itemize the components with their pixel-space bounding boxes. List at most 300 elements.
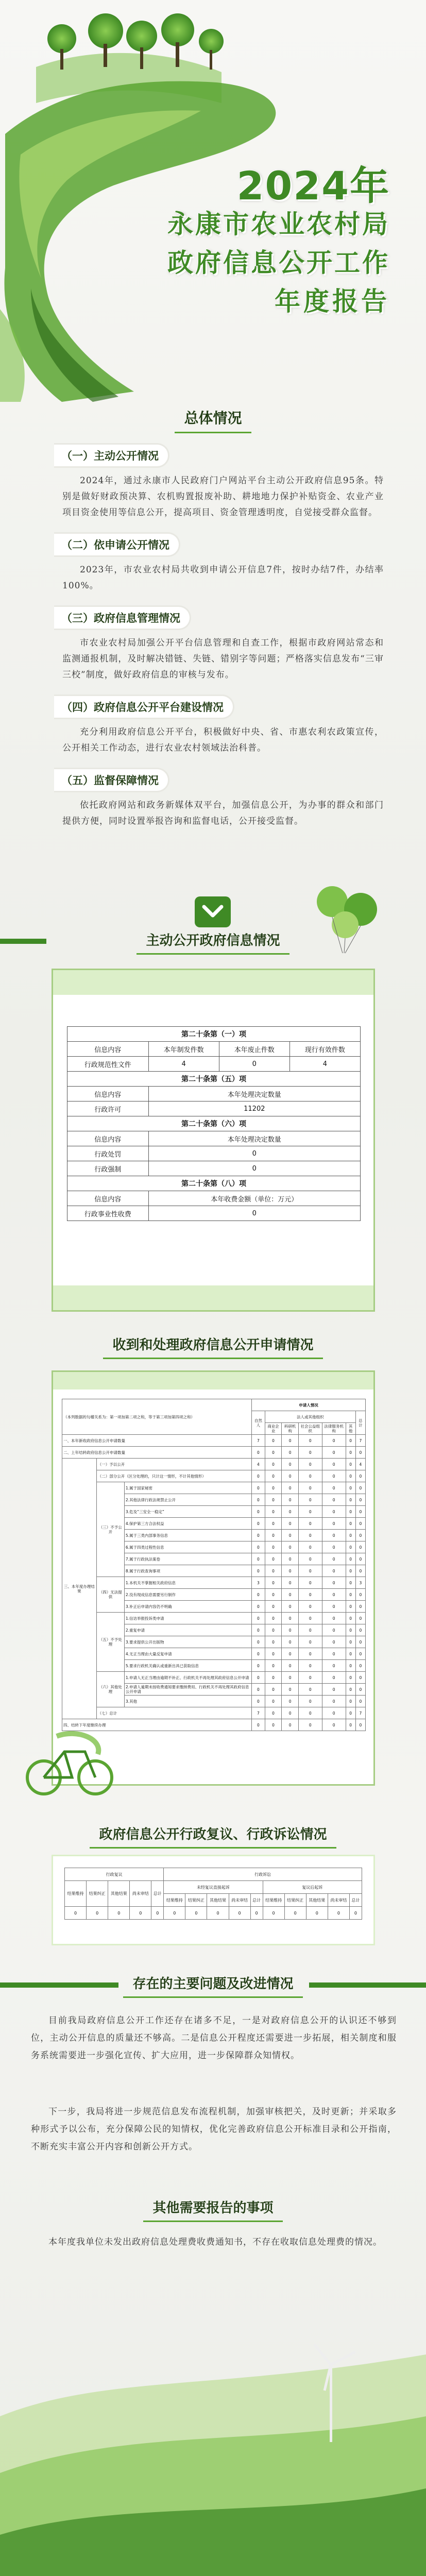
table-cell: 0	[251, 1541, 265, 1553]
table-cell: 0	[346, 1565, 355, 1577]
table-cell: 0	[251, 1601, 265, 1613]
table-cell: 0	[282, 1589, 299, 1601]
table-cell: 0	[346, 1648, 355, 1660]
table-cell: 0	[298, 1553, 322, 1565]
table-cell: 0	[148, 1161, 360, 1176]
table-cell: 0	[298, 1459, 322, 1470]
table-cell: 0	[251, 1530, 265, 1541]
table-cell: 0	[185, 1907, 207, 1920]
table-cell: 0	[346, 1541, 355, 1553]
table-cell: 0	[322, 1660, 346, 1672]
table-row	[62, 1482, 366, 1494]
table-row-label: 3.其他	[124, 1696, 251, 1707]
table-cell: 0	[265, 1565, 282, 1577]
active-title: 主动公开政府信息情况	[0, 930, 426, 955]
table-cell: 0	[322, 1506, 346, 1518]
table-row-label: 6.属于四类过程性信息	[124, 1541, 251, 1553]
table-col-header: 结果纠正	[284, 1894, 306, 1907]
table-cell: 0	[282, 1459, 299, 1470]
table-cell: 0	[265, 1530, 282, 1541]
table-row-label: 5.要求行政机关确认或重新出具已获取信息	[124, 1660, 251, 1672]
table-cell: 0	[322, 1648, 346, 1660]
table-cell: 0	[251, 1506, 265, 1518]
card-header-stripe	[53, 970, 373, 995]
table-cell: 0	[265, 1459, 282, 1470]
table-cell: 0	[229, 1907, 250, 1920]
overview-item-body: 依托政府网站和政务新媒体双平台，加强信息公开，为办事的群众和部门提供方便，同时设置举报咨询和监督电话，公开接受监督。	[62, 800, 384, 826]
problems-title: 存在的主要问题及改进情况	[0, 1973, 426, 1998]
chevron-down-icon	[195, 896, 231, 927]
table-cell: 0	[282, 1530, 299, 1541]
table-cell: 0	[251, 1636, 265, 1648]
table-row	[62, 1672, 366, 1684]
table-cell: 0	[282, 1672, 299, 1684]
table-col-header: 本年收费金额（单位：万元）	[148, 1191, 360, 1206]
table-cell: 0	[251, 1613, 265, 1624]
table-col-header: 科研机构	[282, 1423, 299, 1435]
table-cell: 0	[265, 1601, 282, 1613]
table-cell: 0	[322, 1577, 346, 1589]
table-cell: 0	[298, 1707, 322, 1719]
table-cell: 行政处罚	[67, 1146, 149, 1161]
table-row-label: 1.信访举报投诉类申请	[124, 1613, 251, 1624]
table-cell: 0	[355, 1518, 365, 1530]
table-cell: 0	[298, 1648, 322, 1660]
table-cell: 0	[282, 1707, 299, 1719]
table-col-header: 结果纠正	[87, 1881, 108, 1907]
table-cell: 0	[282, 1541, 299, 1553]
hero-year: 2024年	[236, 163, 390, 209]
table-cell: 0	[346, 1672, 355, 1684]
table-cell: 0	[322, 1636, 346, 1648]
table-cell: 0	[265, 1696, 282, 1707]
table-col-header: 信息内容	[67, 1042, 149, 1057]
table-cell: 0	[130, 1907, 151, 1920]
table-row-group-label: （三）不予公开	[96, 1482, 124, 1577]
table-cell: 0	[346, 1506, 355, 1518]
table-cell: 4	[289, 1057, 360, 1072]
table-col-header: 其他结果	[306, 1894, 328, 1907]
table-cell: 0	[298, 1684, 322, 1696]
table-cell: 0	[355, 1494, 365, 1506]
hero-title-line1: 永康市农业农村局	[167, 209, 390, 239]
table-row-label: 4.无正当理由大量反复申请	[124, 1648, 251, 1660]
table-col-header: 行政诉讼	[164, 1868, 362, 1881]
table-heading: 第二十条第（八）项	[67, 1176, 361, 1191]
table-cell: 0	[282, 1518, 299, 1530]
table-cell: 0	[355, 1684, 365, 1696]
table-cell: 0	[251, 1494, 265, 1506]
table-row-label: 7.属于行政执法案卷	[124, 1553, 251, 1565]
table-cell: 0	[346, 1696, 355, 1707]
table-cell: 0	[282, 1719, 299, 1731]
table-col-header: 其他结果	[108, 1881, 130, 1907]
table-cell: 0	[148, 1146, 360, 1161]
table-row	[62, 1447, 366, 1459]
overview-item	[54, 532, 384, 594]
table-cell: 0	[265, 1624, 282, 1636]
table-col-header: 结果纠正	[185, 1894, 207, 1907]
table-col-header: 法律服务机构	[322, 1423, 346, 1435]
table-cell: 0	[346, 1470, 355, 1482]
table-cell: 0	[355, 1660, 365, 1672]
card-header-stripe	[53, 1372, 373, 1389]
table-cell: 0	[251, 1660, 265, 1672]
table-row-label: 1.申请人无正当理由逾期不补正、行政机关不再处理其政府信息公开申请	[124, 1672, 251, 1684]
table-cell: 0	[346, 1577, 355, 1589]
table-cell: 0	[298, 1636, 322, 1648]
table-row-label: 3.补正后申请内容仍不明确	[124, 1601, 251, 1613]
overview-item	[54, 605, 384, 683]
active-table	[67, 1026, 361, 1221]
table-cell: 0	[346, 1636, 355, 1648]
table-heading: 第二十条第（五）项	[67, 1072, 361, 1087]
table-row-label: 5.属于三类内部事务信息	[124, 1530, 251, 1541]
table-row-label: 3.要求提供公开出版物	[124, 1636, 251, 1648]
table-col-header: 复议后起诉	[263, 1881, 362, 1894]
table-col-header: 结果维持	[65, 1881, 87, 1907]
table-cell: 0	[355, 1672, 365, 1684]
table-cell: 0	[265, 1577, 282, 1589]
table-cell: 0	[265, 1553, 282, 1565]
table-col-header: 社会公益组织	[298, 1423, 322, 1435]
table-cell: 0	[322, 1435, 346, 1447]
table-cell: 0	[251, 1672, 265, 1684]
table-col-header: 总计	[355, 1411, 365, 1435]
table-cell: 0	[322, 1470, 346, 1482]
table-cell: 0	[355, 1506, 365, 1518]
table-cell: 0	[282, 1447, 299, 1459]
overview-item-body: 充分利用政府信息公开平台，积极做好中央、省、市惠农利农政策宣传，公开相关工作动态，进行农业农村领域法治科普。	[62, 727, 384, 753]
table-row	[62, 1707, 366, 1719]
table-cell: 0	[355, 1470, 365, 1482]
table-corner-note: （本列数据的勾稽关系为：第一项加第二项之和，等于第三项加第四项之和）	[62, 1399, 252, 1435]
overview-item-heading: （三）政府信息管理情况	[54, 605, 191, 630]
table-col-header: 其他结果	[207, 1894, 229, 1907]
table-cell: 11202	[148, 1101, 360, 1116]
table-cell: 0	[265, 1494, 282, 1506]
overview-title: 总体情况	[0, 407, 426, 433]
table-row-group-label: 三、本年度办理结果	[62, 1459, 97, 1719]
table-cell: 0	[282, 1624, 299, 1636]
table-cell: 0	[322, 1530, 346, 1541]
table-cell: 0	[282, 1565, 299, 1577]
table-cell: 0	[322, 1696, 346, 1707]
table-row-label: （二）部分公开（区分处理的，只计这一情形，不计其他情形）	[96, 1470, 251, 1482]
section-divider	[195, 896, 231, 927]
table-cell: 0	[322, 1565, 346, 1577]
table-col-header: 信息内容	[67, 1191, 149, 1206]
table-cell: 0	[355, 1601, 365, 1613]
table-cell: 0	[355, 1589, 365, 1601]
table-cell: 0	[282, 1506, 299, 1518]
requests-table-body	[62, 1435, 366, 1731]
table-cell: 0	[322, 1459, 346, 1470]
table-cell: 0	[298, 1613, 322, 1624]
table-cell: 0	[282, 1482, 299, 1494]
table-row	[62, 1719, 366, 1731]
table-cell: 0	[251, 1696, 265, 1707]
table-cell: 0	[346, 1553, 355, 1565]
table-cell: 0	[322, 1601, 346, 1613]
table-cell: 0	[349, 1907, 362, 1920]
overview-item-heading: （二）依申请公开情况	[54, 532, 180, 557]
table-row-label: 四、结转下年度继续办理	[62, 1719, 252, 1731]
table-cell: 0	[322, 1707, 346, 1719]
table-cell: 0	[251, 1565, 265, 1577]
overview-item-body: 2024年，通过永康市人民政府门户网站平台主动公开政府信息95条。特别是做好财政预决算、农机购置报废补助、耕地地力保护补贴资金、农业产业项目资金使用等信息公开，提高项目、资金管理透明度，自觉接受群众监督。	[62, 476, 384, 518]
requests-table	[62, 1399, 366, 1731]
table-row	[62, 1613, 366, 1624]
table-cell: 0	[322, 1719, 346, 1731]
table-cell: 0	[322, 1541, 346, 1553]
hero-title-line3: 年度报告	[275, 286, 390, 316]
table-cell: 0	[251, 1518, 265, 1530]
table-row	[62, 1459, 366, 1470]
table-col-header: 尚未审结	[229, 1894, 250, 1907]
table-cell: 0	[282, 1601, 299, 1613]
table-cell: 0	[298, 1447, 322, 1459]
requests-title: 收到和处理政府信息公开申请情况	[0, 1334, 426, 1359]
table-cell: 行政强制	[67, 1161, 149, 1176]
table-col-header: 本年处理决定数量	[148, 1131, 360, 1146]
table-cell: 0	[355, 1613, 365, 1624]
table-row-label: 3.危及“三安全一稳定”	[124, 1506, 251, 1518]
table-cell: 0	[265, 1447, 282, 1459]
table-row	[62, 1435, 366, 1447]
table-row	[62, 1470, 366, 1482]
table-cell: 0	[164, 1907, 185, 1920]
overview-item-body: 市农业农村局加强公开平台信息管理和自查工作，根据市政府网站常态和监测通报机制，及时解决错链、失链、错别字等问题；严格落实信息发布“三审三校”制度，做好政府信息的审核与发布。	[62, 638, 384, 680]
table-row-label: 1.本机关不掌握相关政府信息	[124, 1577, 251, 1589]
review-table	[64, 1868, 362, 1920]
table-cell: 0	[282, 1435, 299, 1447]
table-cell: 7	[251, 1707, 265, 1719]
table-cell: 0	[355, 1624, 365, 1636]
table-cell: 0	[355, 1447, 365, 1459]
table-cell: 0	[322, 1684, 346, 1696]
table-cell: 0	[251, 1589, 265, 1601]
table-row-label: 一、本年新收政府信息公开申请数量	[62, 1435, 252, 1447]
table-row-label: 二、上年结转政府信息公开申请数量	[62, 1447, 252, 1459]
table-cell: 0	[355, 1541, 365, 1553]
table-cell: 0	[346, 1707, 355, 1719]
table-cell: 0	[346, 1719, 355, 1731]
table-row-label: 2.重复申请	[124, 1624, 251, 1636]
table-cell: 4	[148, 1057, 219, 1072]
table-cell: 0	[265, 1541, 282, 1553]
table-cell: 0	[265, 1719, 282, 1731]
table-heading: 第二十条第（一）项	[67, 1027, 361, 1042]
table-cell: 0	[298, 1672, 322, 1684]
table-cell: 4	[251, 1459, 265, 1470]
table-col-header: 自然人	[251, 1411, 265, 1435]
table-cell: 0	[282, 1684, 299, 1696]
table-cell: 0	[251, 1624, 265, 1636]
table-cell: 0	[282, 1660, 299, 1672]
table-cell: 0	[298, 1696, 322, 1707]
table-cell: 0	[322, 1482, 346, 1494]
table-cell: 0	[346, 1589, 355, 1601]
table-cell: 0	[87, 1907, 108, 1920]
table-cell: 0	[251, 1648, 265, 1660]
overview-item-heading: （五）监督保障情况	[54, 768, 169, 792]
table-cell: 0	[322, 1447, 346, 1459]
table-cell: 0	[322, 1494, 346, 1506]
table-col-header: 商业企业	[265, 1423, 282, 1435]
table-cell: 0	[298, 1494, 322, 1506]
table-cell: 0	[355, 1530, 365, 1541]
table-col-header: 其他	[346, 1423, 355, 1435]
table-cell: 0	[322, 1553, 346, 1565]
table-col-header: 结果维持	[164, 1894, 185, 1907]
table-cell: 0	[346, 1684, 355, 1696]
table-cell: 0	[282, 1613, 299, 1624]
table-cell: 0	[322, 1672, 346, 1684]
problems-paragraph-2: 下一步，我局将进一步规范信息发布流程机制，加强审核把关，及时更新；并采取多种形式予以公布，充分保障公民的知情权，优化完善政府信息公开标准目录和公开指南，不断充实丰富公开内容和创新公开方式。	[31, 2107, 397, 2152]
overview-item-body: 2023年，市农业农村局共收到申请公开信息7件，按时办结7件，办结率100%。	[62, 565, 384, 591]
table-col-header: 结果维持	[263, 1894, 284, 1907]
overview-item	[54, 443, 384, 521]
table-cell: 0	[251, 1553, 265, 1565]
table-cell: 0	[346, 1613, 355, 1624]
title-accent-bar	[0, 1982, 118, 1988]
table-cell: 3	[251, 1577, 265, 1589]
table-col-header: 法人或其他组织	[265, 1411, 355, 1423]
table-cell: 0	[322, 1518, 346, 1530]
table-cell: 0	[265, 1660, 282, 1672]
table-cell: 0	[265, 1684, 282, 1696]
table-cell: 0	[265, 1707, 282, 1719]
footer-landscape-illustration	[0, 2303, 426, 2576]
table-cell: 0	[250, 1907, 263, 1920]
table-cell: 0	[355, 1719, 365, 1731]
overview-section	[54, 443, 384, 841]
table-cell: 0	[263, 1907, 284, 1920]
table-cell: 行政事业性收费	[67, 1206, 149, 1221]
table-cell: 0	[282, 1636, 299, 1648]
table-cell: 0	[282, 1696, 299, 1707]
table-cell: 7	[355, 1435, 365, 1447]
table-heading: 第二十条第（六）项	[67, 1116, 361, 1131]
title-accent-bar	[309, 1982, 426, 1988]
table-row-label: （七）总计	[96, 1707, 251, 1719]
table-cell: 0	[298, 1589, 322, 1601]
table-row-label: 1.属于国家秘密	[124, 1482, 251, 1494]
table-cell: 0	[251, 1482, 265, 1494]
table-cell: 0	[282, 1553, 299, 1565]
table-cell: 0	[151, 1907, 164, 1920]
table-cell: 0	[265, 1672, 282, 1684]
table-cell: 0	[265, 1470, 282, 1482]
overview-item	[54, 768, 384, 829]
table-cell: 0	[108, 1907, 130, 1920]
hero-banner	[0, 0, 426, 402]
table-cell: 0	[65, 1907, 87, 1920]
table-cell: 0	[298, 1624, 322, 1636]
table-cell: 7	[251, 1435, 265, 1447]
table-cell: 0	[346, 1494, 355, 1506]
table-row-label: 4.保护第三方合法权益	[124, 1518, 251, 1530]
table-cell: 0	[265, 1636, 282, 1648]
table-cell: 0	[298, 1601, 322, 1613]
table-cell: 0	[322, 1624, 346, 1636]
table-col-header: 尚未审结	[130, 1881, 151, 1907]
table-row-label: 8.属于行政查询事项	[124, 1565, 251, 1577]
table-col-header: 信息内容	[67, 1087, 149, 1101]
table-col-header: 现行有效件数	[289, 1042, 360, 1057]
table-cell: 0	[298, 1506, 322, 1518]
table-cell: 0	[298, 1541, 322, 1553]
table-cell: 0	[282, 1494, 299, 1506]
table-cell: 0	[251, 1447, 265, 1459]
table-cell: 0	[346, 1518, 355, 1530]
other-paragraph: 本年度我单位未发出政府信息处理费收费通知书，不存在收取信息处理费的情况。	[48, 2237, 382, 2247]
table-col-header: 本年处理决定数量	[148, 1087, 360, 1101]
table-cell: 0	[298, 1482, 322, 1494]
table-row-group-label: （五）不予处理	[96, 1613, 124, 1672]
overview-item-heading: （四）政府信息公开平台建设情况	[54, 694, 234, 719]
bicycle-icon	[21, 1731, 118, 1798]
table-row-group-label: （四）无法提供	[96, 1577, 124, 1613]
table-cell: 0	[298, 1470, 322, 1482]
table-cell: 0	[346, 1459, 355, 1470]
table-cell: 0	[265, 1435, 282, 1447]
table-cell: 0	[265, 1506, 282, 1518]
table-cell: 0	[251, 1684, 265, 1696]
table-cell: 0	[355, 1696, 365, 1707]
table-cell: 0	[148, 1206, 360, 1221]
table-row-group-label: （六）其他处理	[96, 1672, 124, 1707]
table-row	[62, 1577, 366, 1589]
table-cell: 0	[265, 1613, 282, 1624]
table-cell: 0	[346, 1660, 355, 1672]
table-cell: 0	[355, 1648, 365, 1660]
table-cell: 0	[298, 1565, 322, 1577]
table-cell: 0	[298, 1660, 322, 1672]
table-cell: 0	[265, 1482, 282, 1494]
overview-item-heading: （一）主动公开情况	[54, 443, 169, 468]
hero-title-line2: 政府信息公开工作	[167, 248, 390, 278]
table-cell: 7	[355, 1707, 365, 1719]
table-cell: 0	[298, 1435, 322, 1447]
table-col-header: 本年废止件数	[219, 1042, 289, 1057]
table-col-header: 尚未审结	[328, 1894, 349, 1907]
table-cell: 0	[346, 1601, 355, 1613]
table-cell: 0	[265, 1518, 282, 1530]
table-cell: 3	[355, 1577, 365, 1589]
table-cell: 0	[298, 1719, 322, 1731]
table-cell: 行政规范性文件	[67, 1057, 149, 1072]
table-cell: 0	[346, 1435, 355, 1447]
table-row-label: （一）予以公开	[96, 1459, 251, 1470]
table-cell: 0	[265, 1589, 282, 1601]
table-col-header: 总计	[250, 1894, 263, 1907]
table-cell: 0	[219, 1057, 289, 1072]
table-cell: 行政许可	[67, 1101, 149, 1116]
table-row-label: 2.其他法律行政法规禁止公开	[124, 1494, 251, 1506]
table-cell: 0	[355, 1553, 365, 1565]
table-col-header: 行政复议	[65, 1868, 164, 1881]
table-cell: 0	[298, 1518, 322, 1530]
table-row-label: 2.没有现成信息需要另行制作	[124, 1589, 251, 1601]
review-title: 政府信息公开行政复议、行政诉讼情况	[0, 1824, 426, 1849]
table-col-header: 信息内容	[67, 1131, 149, 1146]
table-cell: 0	[282, 1648, 299, 1660]
table-cell: 0	[251, 1719, 265, 1731]
card-footer-stripe	[53, 1285, 373, 1310]
table-cell: 0	[282, 1470, 299, 1482]
